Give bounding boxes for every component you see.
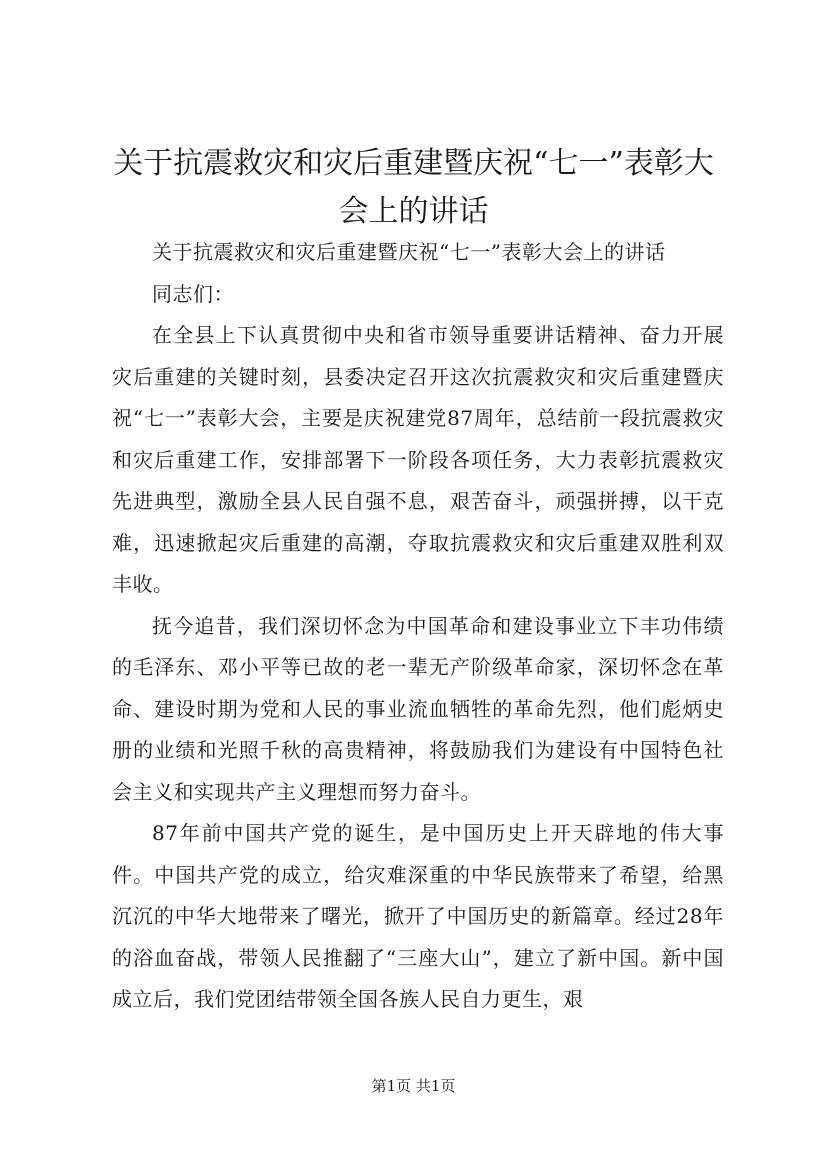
document-body <box>112 232 724 1021</box>
body-paragraph-3: 87年前中国共产党的诞生，是中国历史上开天辟地的伟大事件。中国共产党的成立，给灾难深重的中华民族带来了希望，给黑沉沉的中华大地带来了曙光，掀开了中国历史的新篇章。经过28年的浴血奋战，带领人民推翻了“三座大山”，建立了新中国。新中国成立后，我们党团结带领全国各族人民自力更生，艰 <box>112 821 724 1011</box>
page-footer: 第1页 共1页 <box>371 1077 456 1095</box>
body-paragraph-1: 在全县上下认真贯彻中央和省市领导重要讲话精神、奋力开展灾后重建的关键时刻，县委决定召开这次抗震救灾和灾后重建暨庆祝“七一”表彰大会，主要是庆祝建党87周年，总结前一段抗震救灾和灾后重建工作，安排部署下一阶段各项任务，大力表彰抗震救灾先进典型，激励全县人民自强不息，艰苦奋斗，顽强拼搏，以干克难，迅速掀起灾后重建的高潮，夺取抗震救灾和灾后重建双胜利双丰收。 <box>112 323 724 596</box>
document-title: 关于抗震救灾和灾后重建暨庆祝“七一”表彰大会上的讲话 <box>113 146 714 229</box>
salutation-paragraph: 同志们： <box>152 281 234 306</box>
subtitle-paragraph: 关于抗震救灾和灾后重建暨庆祝“七一”表彰大会上的讲话 <box>152 240 666 264</box>
body-paragraph-2: 抚今追昔，我们深切怀念为中国革命和建设事业立下丰功伟绩的毛泽东、邓小平等已故的老一辈无产阶级革命家，深切怀念在革命、建设时期为党和人民的事业流血牺牲的革命先烈，他们彪炳史册的业绩和光照千秋的高贵精神，将鼓励我们为建设有中国特色社会主义和实现共产主义理想而努力奋斗。 <box>112 613 724 804</box>
